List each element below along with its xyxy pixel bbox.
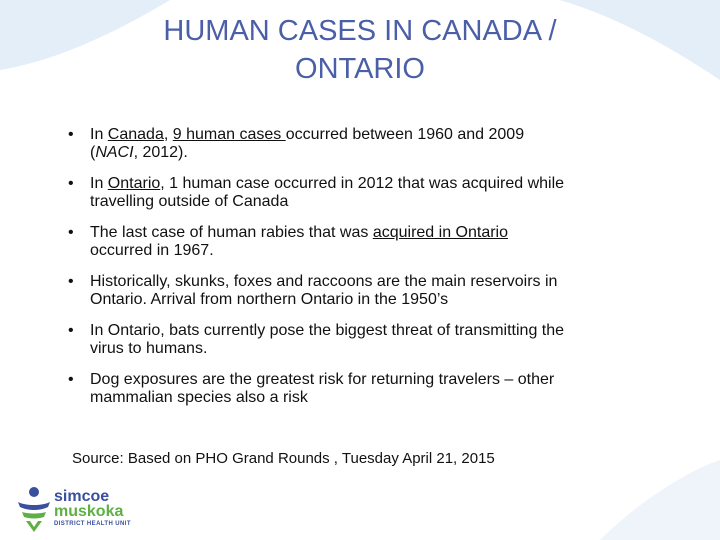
bullet-item: • In Ontario, 1 human case occurred in 2012 that was acquired while travelling outside of Canada <box>68 175 565 210</box>
title-line-1: HUMAN CASES IN CANADA / <box>163 15 557 47</box>
bullet-item: • The last case of human rabies that was acquired in Ontario occurred in 1967. <box>68 224 508 259</box>
bullet-marker: • <box>68 273 74 290</box>
bullet-marker: • <box>68 224 74 241</box>
bullet-list <box>68 126 668 420</box>
underlined-text: Ontario <box>107 175 161 192</box>
bullet-item: • Dog exposures are the greatest risk for returning travelers – other mammalian species also a risk <box>68 371 555 406</box>
bullet-marker: • <box>68 371 74 388</box>
bullet-marker: • <box>68 126 74 143</box>
bullet-item: • Historically, skunks, foxes and raccoons are the main reservoirs in Ontario. Arrival from northern Ontario in the 1950’s <box>68 273 558 308</box>
logo-text-simcoe: simcoe <box>54 488 110 505</box>
citation: NACI <box>95 144 134 161</box>
underlined-text: acquired in Ontario <box>372 224 508 241</box>
bullet-marker: • <box>68 322 74 339</box>
logo-figure-icon <box>14 484 54 534</box>
source-note: Source: Based on PHO Grand Rounds , Tuesday April 21, 2015 <box>72 450 495 467</box>
bullet-item: • In Ontario, bats currently pose the biggest threat of transmitting the virus to humans. <box>68 322 565 357</box>
bullet-marker: • <box>68 175 74 192</box>
bullet-item: • In Canada, 9 human cases occurred between 1960 and 2009 (NACI, 2012). <box>68 126 525 161</box>
logo-text-muskoka: muskoka <box>54 503 124 520</box>
title-line-2: ONTARIO <box>295 53 425 85</box>
page-title <box>60 12 660 88</box>
underlined-text: Canada <box>107 126 164 143</box>
logo-tagline: DISTRICT HEALTH UNIT <box>54 521 131 527</box>
underlined-text: 9 human cases <box>172 126 286 143</box>
